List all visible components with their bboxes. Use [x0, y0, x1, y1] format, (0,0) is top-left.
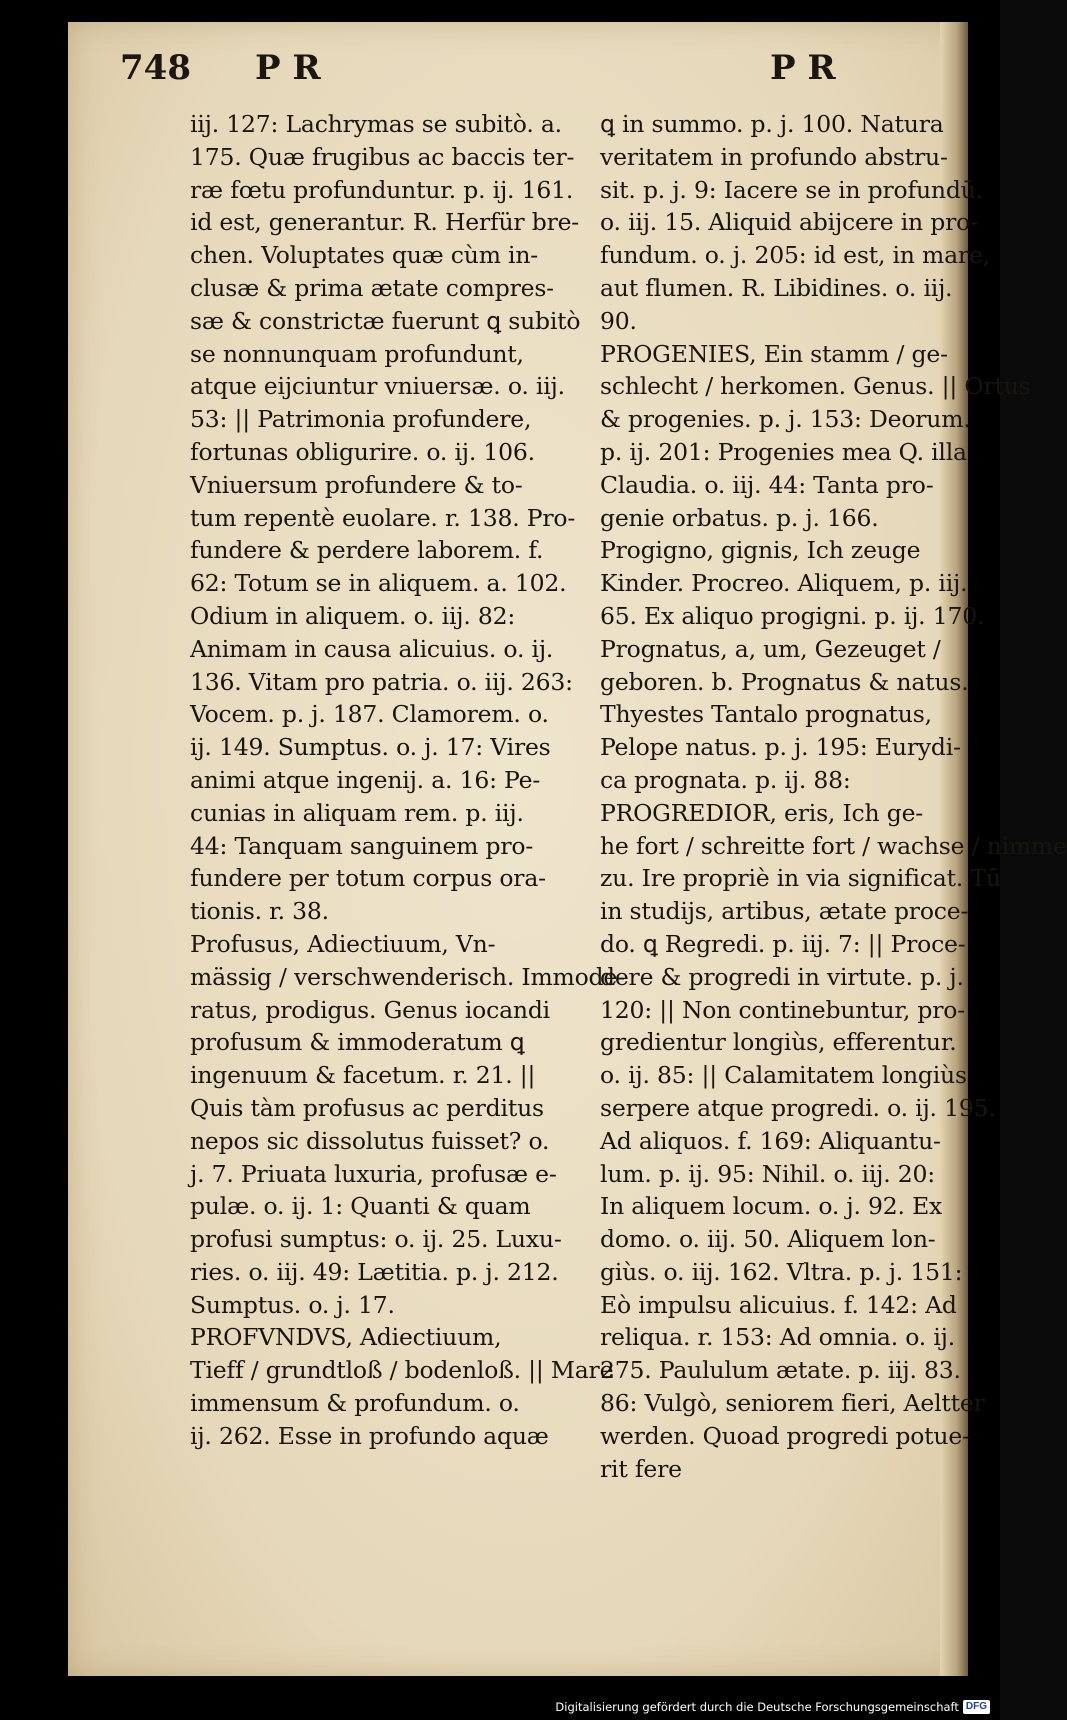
text-line: clusæ & prima ætate compres-: [190, 273, 554, 302]
text-line: Tieff / grundtloß / bodenloß. || Mare: [190, 1356, 614, 1385]
left-running-head: P R: [255, 48, 321, 88]
text-line: veritatem in profundo abstru-: [600, 142, 948, 171]
text-line: Progigno, gignis, Ich zeuge: [600, 536, 921, 565]
text-line: Sumptus. o. j. 17.: [190, 1290, 395, 1319]
text-line: geboren. b. Prognatus & natus.: [600, 667, 969, 696]
text-line: ij. 149. Sumptus. o. j. 17: Vires: [190, 733, 551, 762]
text-line: 44: Tanquam sanguinem pro-: [190, 831, 534, 860]
text-line: PROGENIES, Ein stamm / ge-: [600, 339, 948, 368]
text-line: & progenies. p. j. 153: Deorum.: [600, 405, 971, 434]
text-line: 90.: [600, 306, 637, 335]
text-line: tum repentè euolare. r. 138. Pro-: [190, 503, 576, 532]
text-line: iij. 127: Lachrymas se subitò. a.: [190, 110, 562, 138]
text-line: o. iij. 15. Aliquid abijcere in pro-: [600, 208, 978, 237]
digitization-credit: [555, 1700, 990, 1714]
page-number: 748: [120, 48, 191, 88]
text-line: Quis tàm profusus ac perditus: [190, 1093, 544, 1122]
text-line: cunias in aliquam rem. p. iij.: [190, 798, 524, 827]
text-line: gredientur longiùs, efferentur.: [600, 1028, 957, 1057]
text-line: fundere & perdere laborem. f.: [190, 536, 544, 565]
text-line: nepos sic dissolutus fuisset? o.: [190, 1126, 550, 1155]
text-line: atque eijciuntur vniuersæ. o. iij.: [190, 372, 565, 401]
text-line: PROFVNDVS, Adiectiuum,: [190, 1323, 502, 1352]
text-line: ꝗ in summo. p. j. 100. Natura: [600, 110, 944, 138]
text-line: werden. Quoad progredi potue-: [600, 1421, 970, 1450]
text-line: Vocem. p. j. 187. Clamorem. o.: [190, 700, 549, 729]
text-line: 62: Totum se in aliquem. a. 102.: [190, 569, 567, 598]
text-line: Thyestes Tantalo prognatus,: [600, 700, 932, 729]
running-header: [120, 48, 910, 98]
dfg-logo: DFG: [963, 1700, 990, 1714]
text-line: he fort / schreitte fort / wachse / nimme: [600, 831, 1067, 860]
text-line: profusum & immoderatum ꝗ: [190, 1028, 525, 1057]
text-line: Animam in causa alicuius. o. ij.: [190, 634, 554, 663]
text-line: sæ & constrictæ fuerunt ꝗ subitò: [190, 306, 581, 335]
text-line: rit fere: [600, 1454, 682, 1483]
text-line: Kinder. Procreo. Aliquem, p. iij.: [600, 569, 968, 598]
text-line: Odium in aliquem. o. iij. 82:: [190, 601, 516, 630]
text-line: domo. o. iij. 50. Aliquem lon-: [600, 1225, 936, 1254]
text-line: ingenuum & facetum. r. 21. ||: [190, 1061, 536, 1090]
text-line: serpere atque progredi. o. ij. 195.: [600, 1093, 996, 1122]
text-line: ries. o. iij. 49: Lætitia. p. j. 212.: [190, 1257, 559, 1286]
text-line: 86: Vulgò, seniorem fieri, Aeltter: [600, 1389, 985, 1418]
text-line: 120: || Non continebuntur, pro-: [600, 995, 965, 1024]
text-line: o. ij. 85: || Calamitatem longiùs: [600, 1061, 967, 1090]
text-line: 136. Vitam pro patria. o. iij. 263:: [190, 667, 573, 696]
text-line: mässig / verschwenderisch. Immode-: [190, 962, 625, 991]
text-line: 175. Quæ frugibus ac baccis ter-: [190, 142, 575, 171]
text-line: fundum. o. j. 205: id est, in mare,: [600, 241, 990, 270]
right-running-head: P R: [770, 48, 836, 88]
text-line: dere & progredi in virtute. p. j.: [600, 962, 964, 991]
text-line: lum. p. ij. 95: Nihil. o. iij. 20:: [600, 1159, 936, 1188]
text-line: fortunas obligurire. o. ij. 106.: [190, 437, 535, 466]
text-line: profusi sumptus: o. ij. 25. Luxu-: [190, 1225, 562, 1254]
text-line: 65. Ex aliquo progigni. p. ij. 170.: [600, 601, 985, 630]
text-line: ræ fœtu profunduntur. p. ij. 161.: [190, 175, 574, 204]
footer-bar: [0, 1676, 1000, 1720]
text-line: Pelope natus. p. j. 195: Eurydi-: [600, 733, 961, 762]
right-text-column: [600, 108, 1067, 1485]
text-line: 275. Paululum ætate. p. iij. 83.: [600, 1356, 961, 1385]
text-line: aut flumen. R. Libidines. o. iij.: [600, 273, 953, 302]
text-line: Prognatus, a, um, Gezeuget /: [600, 634, 941, 663]
text-line: genie orbatus. p. j. 166.: [600, 503, 879, 532]
text-line: id est, generantur. R. Herfür bre-: [190, 208, 580, 237]
text-line: Ad aliquos. f. 169: Aliquantu-: [600, 1126, 941, 1155]
text-line: animi atque ingenij. a. 16: Pe-: [190, 765, 541, 794]
text-line: Vniuersum profundere & to-: [190, 470, 523, 499]
text-line: Eò impulsu alicuius. f. 142: Ad: [600, 1290, 957, 1319]
text-line: PROGREDIOR, eris, Ich ge-: [600, 798, 924, 827]
text-line: immensum & profundum. o.: [190, 1389, 520, 1418]
text-line: p. ij. 201: Progenies mea Q. illa: [600, 437, 967, 466]
text-line: in studijs, artibus, ætate proce-: [600, 897, 969, 926]
credit-text: Digitalisierung gefördert durch die Deutsche Forschungsgemeinschaft: [555, 1700, 959, 1714]
text-line: sit. p. j. 9: Iacere se in profundū.: [600, 175, 983, 204]
text-line: se nonnunquam profundunt,: [190, 339, 524, 368]
text-line: ratus, prodigus. Genus iocandi: [190, 995, 550, 1024]
text-line: Claudia. o. iij. 44: Tanta pro-: [600, 470, 934, 499]
text-line: do. ꝗ Regredi. p. iij. 7: || Proce-: [600, 929, 966, 958]
text-line: pulæ. o. ij. 1: Quanti & quam: [190, 1192, 531, 1221]
text-line: Profusus, Adiectiuum, Vn-: [190, 929, 496, 958]
text-line: fundere per totum corpus ora-: [190, 864, 546, 893]
text-line: 53: || Patrimonia profundere,: [190, 405, 532, 434]
text-line: ca prognata. p. ij. 88:: [600, 765, 851, 794]
text-line: j. 7. Priuata luxuria, profusæ e-: [190, 1159, 557, 1188]
text-line: tionis. r. 38.: [190, 897, 329, 926]
text-line: In aliquem locum. o. j. 92. Ex: [600, 1192, 943, 1221]
text-line: chen. Voluptates quæ cùm in-: [190, 241, 539, 270]
text-line: ij. 262. Esse in profundo aquæ: [190, 1421, 549, 1450]
text-line: reliqua. r. 153: Ad omnia. o. ij.: [600, 1323, 955, 1352]
text-line: schlecht / herkomen. Genus. || Ortus: [600, 372, 1031, 401]
text-line: giùs. o. iij. 162. Vltra. p. j. 151:: [600, 1257, 963, 1286]
text-line: zu. Ire propriè in via significat. Tū: [600, 864, 1001, 893]
